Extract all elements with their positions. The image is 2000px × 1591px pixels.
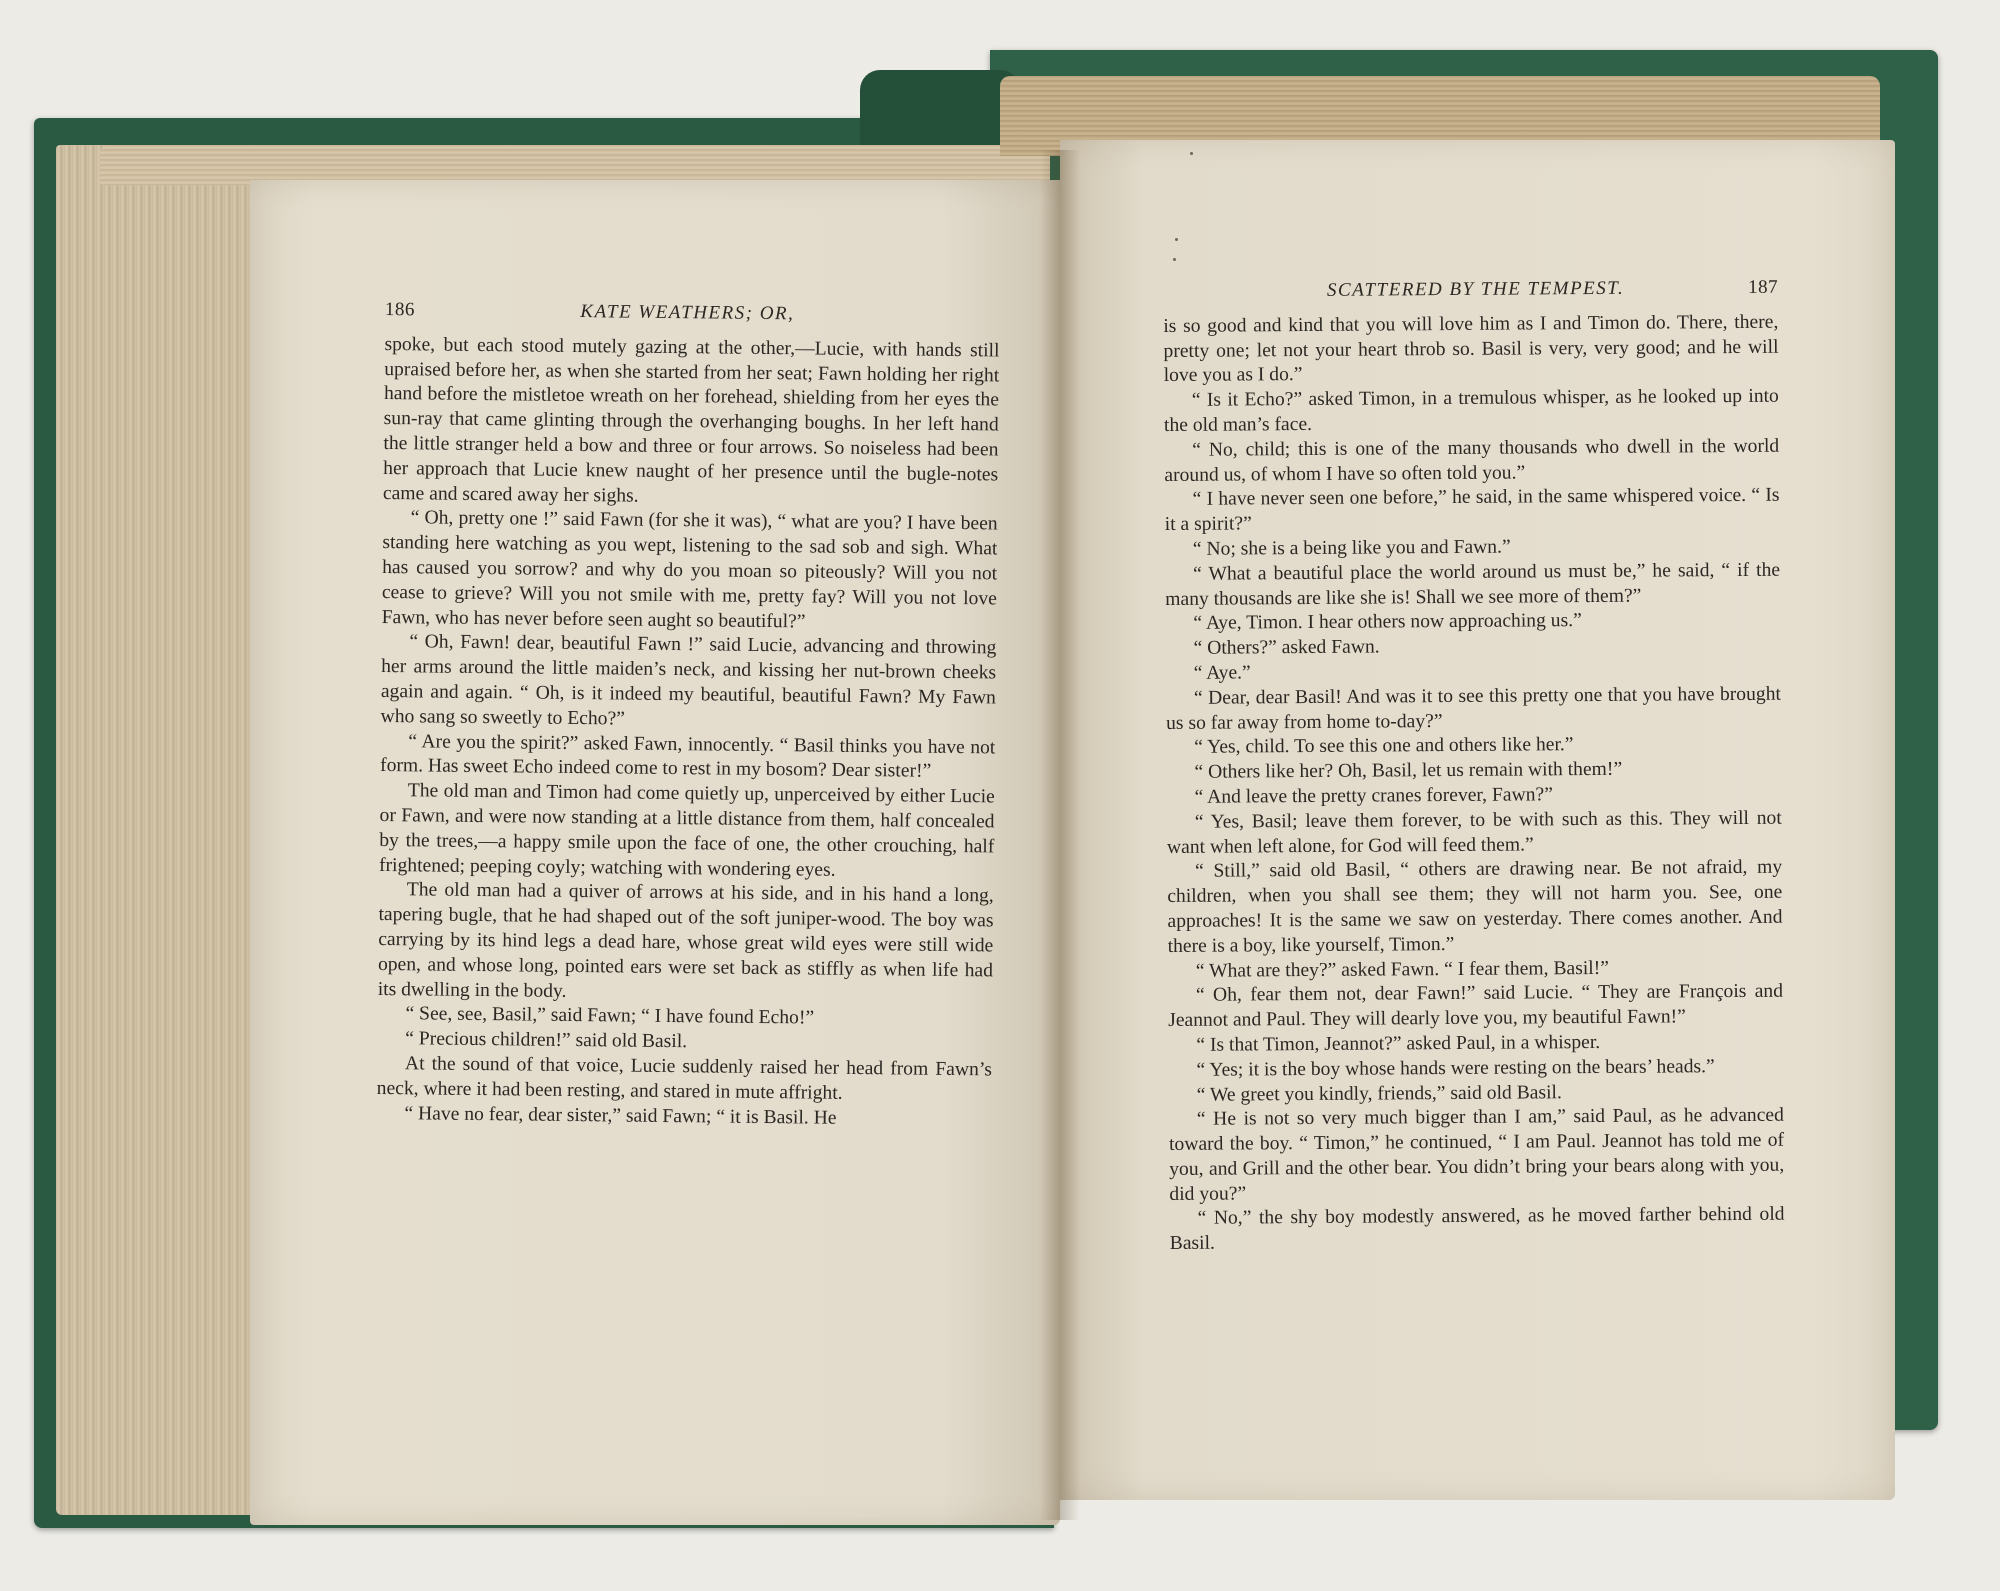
right-paragraph: “ What a beautiful place the world around us must be,” he said, “ if the many thousands are like she is! Shall we see more of them?” xyxy=(1165,559,1781,610)
left-paragraph: The old man had a quiver of arrows at his side, and in his hand a long, tapering bugle, that he had shaped out of the soft juniper-wood. The boy was carrying by its hind legs a dead hare, whose great wild eyes were still wide open, and whose long, pointed ears were set back as stiffly as when life had its dwelling in the body. xyxy=(377,879,994,1002)
right-paragraph: “ Yes; it is the boy whose hands were resting on the bears’ heads.” xyxy=(1196,1055,1715,1081)
right-paragraph: “ Is it Echo?” asked Timon, in a tremulous whisper, as he looked up into the old man’s face. xyxy=(1163,385,1779,436)
left-paragraph: “ Are you the spirit?” asked Fawn, innocently. “ Basil thinks you have not form. Has sweet Echo indeed come to rest in my bosom? Dear sister!” xyxy=(379,730,996,783)
right-running-head: SCATTERED BY THE TEMPEST. xyxy=(1326,277,1625,301)
right-paragraph: is so good and kind that you will love him as I and Timon do. There, there, pretty one; let not your heart throb so. Basil is very, very good; and he will love you as I do.” xyxy=(1163,311,1779,387)
right-paragraph: “ What are they?” asked Fawn. “ I fear them, Basil!” xyxy=(1195,957,1609,982)
right-paragraph: “ Others?” asked Fawn. xyxy=(1193,636,1380,659)
left-paragraph: “ Oh, Fawn! dear, beautiful Fawn !” said Lucie, advancing and throwing her arms around the little maiden’s neck, and kissing her nut-brown cheeks again and again. “ Oh, is it indeed my beautiful, beautiful Fawn? My Fawn who sang so sweetly to Echo?” xyxy=(380,631,997,730)
right-paragraph: “ We greet you kindly, friends,” said old Basil. xyxy=(1196,1081,1562,1106)
right-paragraph: “ Dear, dear Basil! And was it to see this pretty one that you have brought us so far away from home to-day?” xyxy=(1166,683,1781,734)
left-running-head: KATE WEATHERS; OR, xyxy=(580,301,795,325)
left-paragraph: spoke, but each stood mutely gazing at the other,—Lucie, with hands still upraised before her, as when she started from her seat; Fawn holding her right hand before the mistletoe wreath on her forehead, shielding from her eyes the sun-ray that came glinting through the overhanging boughs. In her left hand the little stranger held a bow and three or four arrows. So noiseless had been her approach that Lucie knew naught of her presence until the bugle-notes came and scared away her sighs. xyxy=(382,333,1000,507)
left-page-text xyxy=(376,298,1000,1133)
right-paragraph: “ He is not so very much bigger than I am,” said Paul, as he advanced toward the boy. “ Timon,” he continued, “ I am Paul. Jeannot has told me of you, and Grill and the other bear. You didn’t bring your bears along with you, did you?” xyxy=(1168,1104,1785,1205)
left-page-header xyxy=(385,298,1000,329)
page-speck xyxy=(1175,238,1178,241)
right-paragraph: “ Aye.” xyxy=(1193,662,1251,684)
right-paragraph: “ Yes, Basil; leave them forever, to be with such as this. They will not want when left alone, for God will feed them.” xyxy=(1166,807,1782,858)
right-paragraph: “ No, child; this is one of the many thousands who dwell in the world around us, of whom I have so often told you.” xyxy=(1164,435,1780,486)
page-edges-left xyxy=(56,145,266,1515)
page-speck xyxy=(1173,258,1176,261)
right-page-header xyxy=(1163,276,1778,305)
right-paragraph: “ No; she is a being like you and Fawn.” xyxy=(1192,536,1511,560)
left-paragraph: At the sound of that voice, Lucie suddenly raised her head from Fawn’s neck, where it had been resting, and stared in mute affright. xyxy=(376,1053,993,1104)
left-paragraph: “ Precious children!” said old Basil. xyxy=(405,1028,688,1053)
right-page-text xyxy=(1163,276,1785,1257)
page-edges-top-left xyxy=(100,145,1050,185)
left-page-number: 186 xyxy=(384,298,415,321)
left-paragraph: “ Have no fear, dear sister,” said Fawn; “ it is Basil. He xyxy=(404,1102,837,1129)
left-paragraph: “ Oh, pretty one !” said Fawn (for she it was), “ what are you? I have been standing here watching as you wept, listening to the sad sob and sigh. What has caused you sorrow? and why do you moan so piteously? Will you not cease to grieve? Will you not smile with me, pretty fay? Will you not love Fawn, who has never before seen aught so beautiful?” xyxy=(381,507,998,632)
right-paragraph: “ And leave the pretty cranes forever, Fawn?” xyxy=(1194,784,1553,808)
right-paragraph: “ Is that Timon, Jeannot?” asked Paul, in a whisper. xyxy=(1196,1031,1601,1056)
page-speck xyxy=(1190,152,1193,155)
right-page-number: 187 xyxy=(1747,276,1779,298)
left-paragraph: “ See, see, Basil,” said Fawn; “ I have found Echo!” xyxy=(405,1003,815,1029)
right-paragraph: “ Others like her? Oh, Basil, let us remain with them!” xyxy=(1194,758,1623,783)
right-paragraph: “ No,” the shy boy modestly answered, as he moved farther behind old Basil. xyxy=(1169,1204,1785,1255)
left-paragraph: The old man and Timon had come quietly up, unperceived by either Lucie or Fawn, and were now standing at a little distance from them, half concealed by the trees,—a happy smile upon the face of one, the other crouching, half frightened; peeping coyly; watching with wondering eyes. xyxy=(378,780,995,881)
right-paragraph: “ Yes, child. To see this one and others like her.” xyxy=(1194,734,1574,759)
book-gutter xyxy=(1040,150,1080,1520)
right-paragraph: “ Still,” said old Basil, “ others are drawing near. Be not afraid, my children, when you shall see them; they will not harm you. See, one approaches! It is the same we saw on yesterday. There comes another. And there is a boy, like yourself, Timon.” xyxy=(1167,857,1783,957)
right-paragraph: “ Oh, fear them not, dear Fawn!” said Lucie. “ They are François and Jeannot and Paul. They will dearly love you, my beautiful Fawn!” xyxy=(1168,981,1784,1032)
right-paragraph: “ Aye, Timon. I hear others now approaching us.” xyxy=(1193,610,1582,635)
right-paragraph: “ I have never seen one before,” he said, in the same whispered voice. “ Is it a spirit?” xyxy=(1164,485,1780,536)
